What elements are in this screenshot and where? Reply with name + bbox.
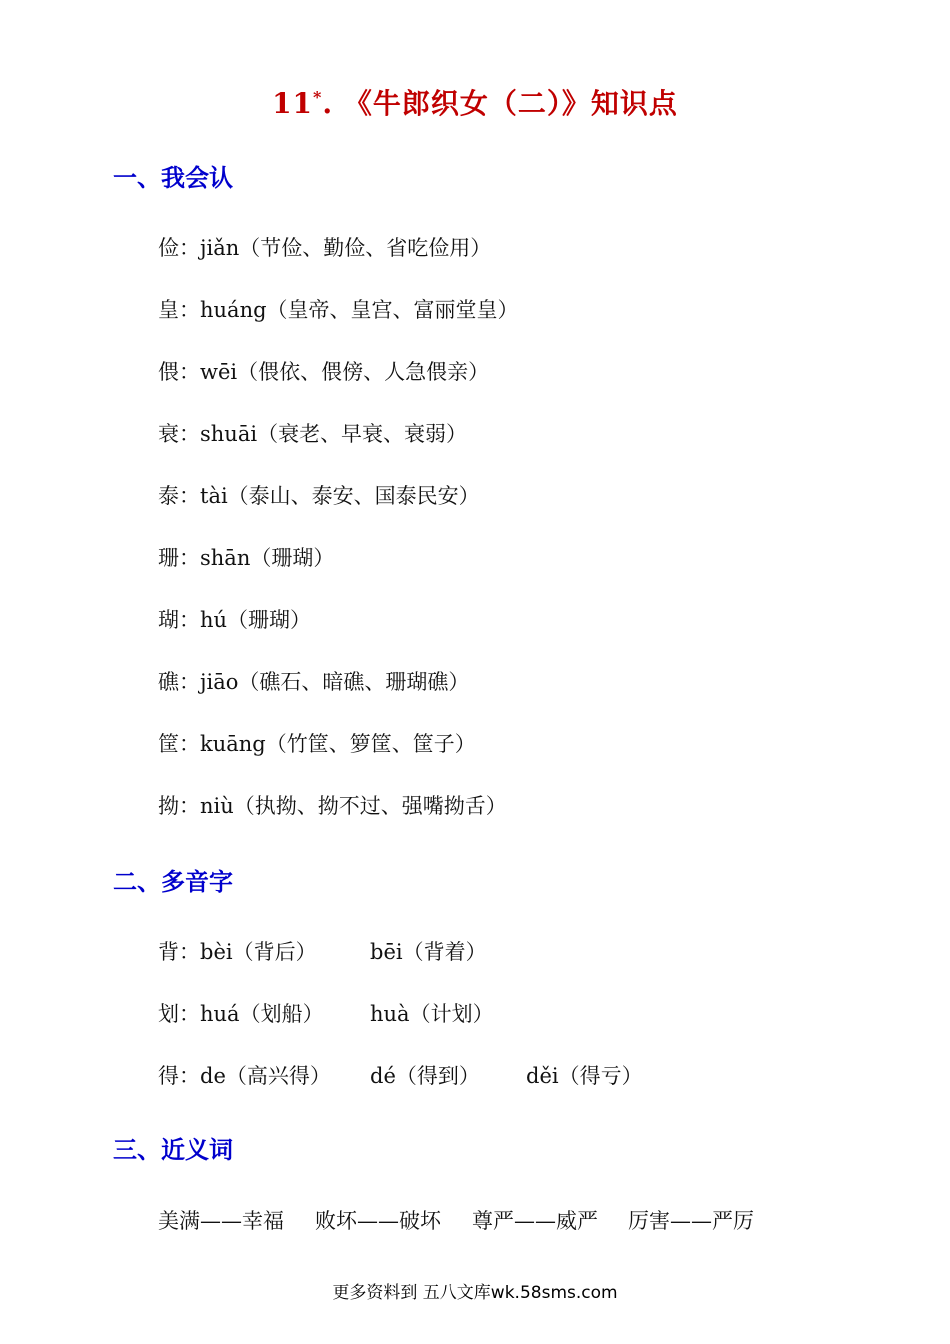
polyphone-reading: dé（得到）	[370, 1064, 480, 1088]
synonym-pair: 厉害——严厉	[628, 1209, 754, 1233]
polyphone-reading: 得：de（高兴得）	[158, 1064, 331, 1088]
title-star: *	[313, 87, 323, 107]
title-text: . 《牛郎织女（二）》知识点	[322, 87, 678, 120]
char-item: 珊：shān（珊瑚）	[158, 546, 335, 570]
char-item: 拗：niù（执拗、拗不过、强嘴拗舌）	[158, 794, 507, 818]
char-item: 筐：kuāng（竹筐、箩筐、筐子）	[158, 732, 476, 756]
section-heading-synonyms: 三、近义词	[113, 1136, 233, 1164]
char-item: 皇：huáng（皇帝、皇宫、富丽堂皇）	[158, 298, 519, 322]
char-item: 偎：wēi（偎依、偎傍、人急偎亲）	[158, 360, 490, 384]
char-item: 衰：shuāi（衰老、早衰、衰弱）	[158, 422, 468, 446]
title-number: 11	[272, 87, 314, 120]
char-item: 俭：jiǎn（节俭、勤俭、省吃俭用）	[158, 236, 492, 260]
synonym-pair: 美满——幸福	[158, 1209, 284, 1233]
polyphone-reading: bēi（背着）	[370, 940, 487, 964]
footer-watermark: 更多资料到 五八文库wk.58sms.com	[332, 1283, 618, 1303]
polyphone-reading: děi（得亏）	[526, 1064, 643, 1088]
section-heading-recognize: 一、我会认	[113, 164, 233, 192]
polyphone-reading: 划：huá（划船）	[158, 1002, 324, 1026]
char-item: 泰：tài（泰山、泰安、国泰民安）	[158, 484, 480, 508]
char-item: 瑚：hú（珊瑚）	[158, 608, 312, 632]
synonym-pair: 败坏——破坏	[315, 1209, 441, 1233]
section-heading-polyphone: 二、多音字	[113, 868, 233, 896]
char-item: 礁：jiāo（礁石、暗礁、珊瑚礁）	[158, 670, 470, 694]
page-title	[0, 82, 950, 122]
polyphone-reading: 背：bèi（背后）	[158, 940, 317, 964]
synonym-pair: 尊严——威严	[472, 1209, 598, 1233]
polyphone-reading: huà（计划）	[370, 1002, 494, 1026]
